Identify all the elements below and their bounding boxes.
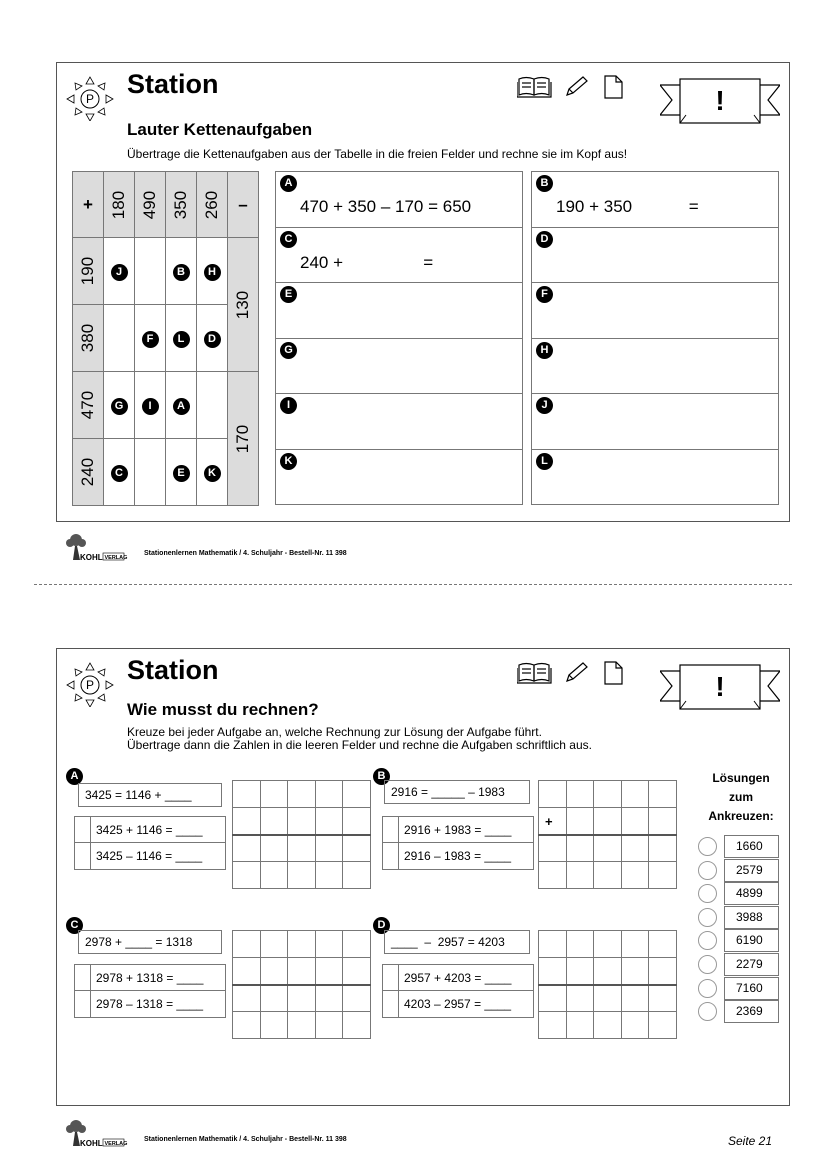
letter-badge: A (280, 175, 297, 192)
solution-item[interactable]: 3988 (698, 906, 780, 930)
checkbox[interactable] (75, 843, 91, 869)
sun-icon (65, 71, 115, 121)
answer-text: 240 + = (300, 252, 434, 272)
row-header: 380 (78, 323, 97, 353)
letter-badge: L (536, 453, 553, 470)
letter-badge: I (142, 398, 159, 415)
answer-field[interactable] (276, 172, 522, 228)
letter-badge: H (536, 342, 553, 359)
letter-badge: I (280, 397, 297, 414)
row-header: 470 (78, 390, 97, 420)
banner-exclamation: ! (715, 671, 725, 702)
letter-badge: D (204, 331, 221, 348)
choice-list-d (382, 964, 534, 1018)
choice-option[interactable]: 2957 + 4203 = ____ (383, 965, 533, 991)
svg-text:VERLAG: VERLAG (104, 554, 128, 561)
publisher-logo (64, 1118, 144, 1148)
row-header: 190 (78, 256, 97, 286)
answer-field[interactable] (276, 394, 522, 450)
col-header: 350 (171, 190, 190, 219)
letter-badge: B (173, 264, 190, 281)
footer-text: Stationenlernen Mathematik / 4. Schuljahr - Bestell-Nr. 11 398 (144, 1136, 347, 1143)
pencil-icon (567, 663, 587, 681)
page-number: Seite 21 (728, 1134, 773, 1148)
answer-text: 190 + 350 = (556, 197, 699, 216)
radio-circle[interactable] (698, 884, 717, 903)
solution-item[interactable]: 7160 (698, 977, 780, 1001)
task-equation-b: 2916 = _____ – 1983 (384, 780, 530, 804)
letter-badge: E (280, 286, 297, 303)
choice-list-a (74, 816, 226, 870)
letter-badge: C (111, 465, 128, 482)
letter-badge: F (536, 286, 553, 303)
radio-circle[interactable] (698, 979, 717, 998)
station-subtitle: Lauter Kettenaufgaben (127, 120, 313, 139)
solutions-heading: Lösungen zum Ankreuzen: (708, 771, 774, 823)
letter-badge: G (111, 398, 128, 415)
calc-grid-b[interactable] (538, 780, 677, 889)
task-badge-a: A (66, 768, 83, 785)
letter-badge: J (536, 397, 553, 414)
col-header: 490 (140, 190, 159, 219)
col-header: 180 (109, 190, 128, 219)
letter-badge: L (173, 331, 190, 348)
answer-field[interactable] (532, 283, 778, 339)
chain-table (72, 171, 259, 506)
col-header: 260 (202, 190, 221, 219)
answer-field[interactable] (276, 339, 522, 395)
p-label: P (85, 92, 95, 106)
table-row (73, 238, 259, 305)
cut-line (34, 584, 792, 585)
solution-item[interactable]: 2279 (698, 953, 780, 977)
station-instruction: Übertrage die Kettenaufgaben aus der Tabelle in die freien Felder und rechne sie im Kopf aus! (127, 147, 628, 161)
station-instruction-1: Kreuze bei jeder Aufgabe an, welche Rechnung zur Lösung der Aufgabe führt. (127, 725, 542, 739)
choice-option[interactable]: 2978 – 1318 = ____ (75, 991, 225, 1017)
radio-circle[interactable] (698, 1002, 717, 1021)
letter-badge: B (536, 175, 553, 192)
choice-list-b (382, 816, 534, 870)
radio-circle[interactable] (698, 908, 717, 927)
choice-option[interactable]: 3425 + 1146 = ____ (75, 817, 225, 843)
answer-column-left (275, 171, 523, 505)
task-icons (517, 75, 627, 99)
answer-field[interactable] (532, 394, 778, 450)
station-title: Station (127, 69, 219, 99)
table-row (73, 372, 259, 439)
letter-badge: C (280, 231, 297, 248)
footer-text: Stationenlernen Mathematik / 4. Schuljahr - Bestell-Nr. 11 398 (144, 550, 347, 557)
answer-text: 470 + 350 – 170 = 650 (300, 197, 472, 216)
choice-option[interactable]: 4203 – 2957 = ____ (383, 991, 533, 1017)
answer-field[interactable] (276, 450, 522, 506)
checkbox[interactable] (383, 965, 399, 990)
solution-item[interactable]: 2579 (698, 859, 780, 883)
letter-badge: K (204, 465, 221, 482)
choice-option[interactable]: 2978 + 1318 = ____ (75, 965, 225, 991)
book-icon (517, 78, 551, 98)
calc-grid-d[interactable] (538, 930, 677, 1039)
choice-option[interactable]: 2916 – 1983 = ____ (383, 843, 533, 869)
calc-grid-a[interactable] (232, 780, 371, 889)
pencil-icon (567, 77, 587, 95)
sun-icon (65, 657, 115, 707)
task-badge-b: B (373, 768, 390, 785)
checkbox[interactable] (75, 965, 91, 990)
letter-badge: E (173, 465, 190, 482)
sheet-icon (605, 76, 622, 98)
svg-text:KOHL: KOHL (80, 553, 103, 562)
answer-field[interactable] (276, 283, 522, 339)
radio-circle[interactable] (698, 837, 717, 856)
sheet-icon (605, 662, 622, 684)
solution-item[interactable]: 2369 (698, 1000, 780, 1024)
plus-sign: + (83, 194, 93, 214)
letter-badge: H (204, 264, 221, 281)
plus-sign: + (545, 814, 553, 829)
choice-option[interactable]: 2916 + 1983 = ____ (383, 817, 533, 843)
radio-circle[interactable] (698, 931, 717, 950)
letter-badge: K (280, 453, 297, 470)
task-equation-a: 3425 = 1146 + ____ (78, 783, 222, 807)
station-title: Station (127, 655, 219, 685)
calc-grid-c[interactable] (232, 930, 371, 1039)
task-equation-c: 2978 + ____ = 1318 (78, 930, 222, 954)
answer-column-right (531, 171, 779, 505)
svg-text:VERLAG: VERLAG (104, 1140, 128, 1147)
solution-item[interactable]: 1660 (698, 835, 780, 859)
publisher-logo (64, 532, 144, 562)
task-icons (517, 661, 627, 685)
minus-value: 170 (233, 424, 252, 453)
solution-item[interactable]: 6190 (698, 929, 780, 953)
banner (660, 71, 780, 127)
station-card-2 (56, 648, 790, 1106)
checkbox[interactable] (383, 843, 399, 869)
radio-circle[interactable] (698, 861, 717, 880)
choice-option[interactable]: 3425 – 1146 = ____ (75, 843, 225, 869)
p-label: P (85, 678, 95, 692)
letter-badge: D (536, 231, 553, 248)
station-subtitle: Wie musst du rechnen? (127, 700, 319, 719)
radio-circle[interactable] (698, 955, 717, 974)
solution-item[interactable]: 4899 (698, 882, 780, 906)
letter-badge: F (142, 331, 159, 348)
checkbox[interactable] (75, 991, 91, 1017)
station-instruction-2: Übertrage dann die Zahlen in die leeren Felder und rechne die Aufgaben schriftlich aus. (127, 738, 592, 752)
svg-text:KOHL: KOHL (80, 1139, 103, 1148)
answer-field[interactable] (532, 172, 778, 228)
answer-field[interactable] (532, 450, 778, 506)
row-header: 240 (78, 457, 97, 487)
checkbox[interactable] (75, 817, 91, 842)
banner-exclamation: ! (715, 85, 725, 116)
book-icon (517, 664, 551, 684)
minus-sign: – (238, 194, 248, 214)
choice-list-c (74, 964, 226, 1018)
answer-field[interactable] (532, 339, 778, 395)
task-badge-c: C (66, 917, 83, 934)
station-card-1 (56, 62, 790, 522)
solutions-list (698, 835, 780, 1024)
letter-badge: G (280, 342, 297, 359)
letter-badge: A (173, 398, 190, 415)
task-badge-d: D (373, 917, 390, 934)
banner (660, 657, 780, 713)
answer-field[interactable] (532, 228, 778, 284)
checkbox[interactable] (383, 991, 399, 1017)
minus-value: 130 (233, 290, 252, 319)
task-equation-d: ____ – 2957 = 4203 (384, 930, 530, 954)
checkbox[interactable] (383, 817, 399, 842)
answer-field[interactable] (276, 228, 522, 284)
letter-badge: J (111, 264, 128, 281)
